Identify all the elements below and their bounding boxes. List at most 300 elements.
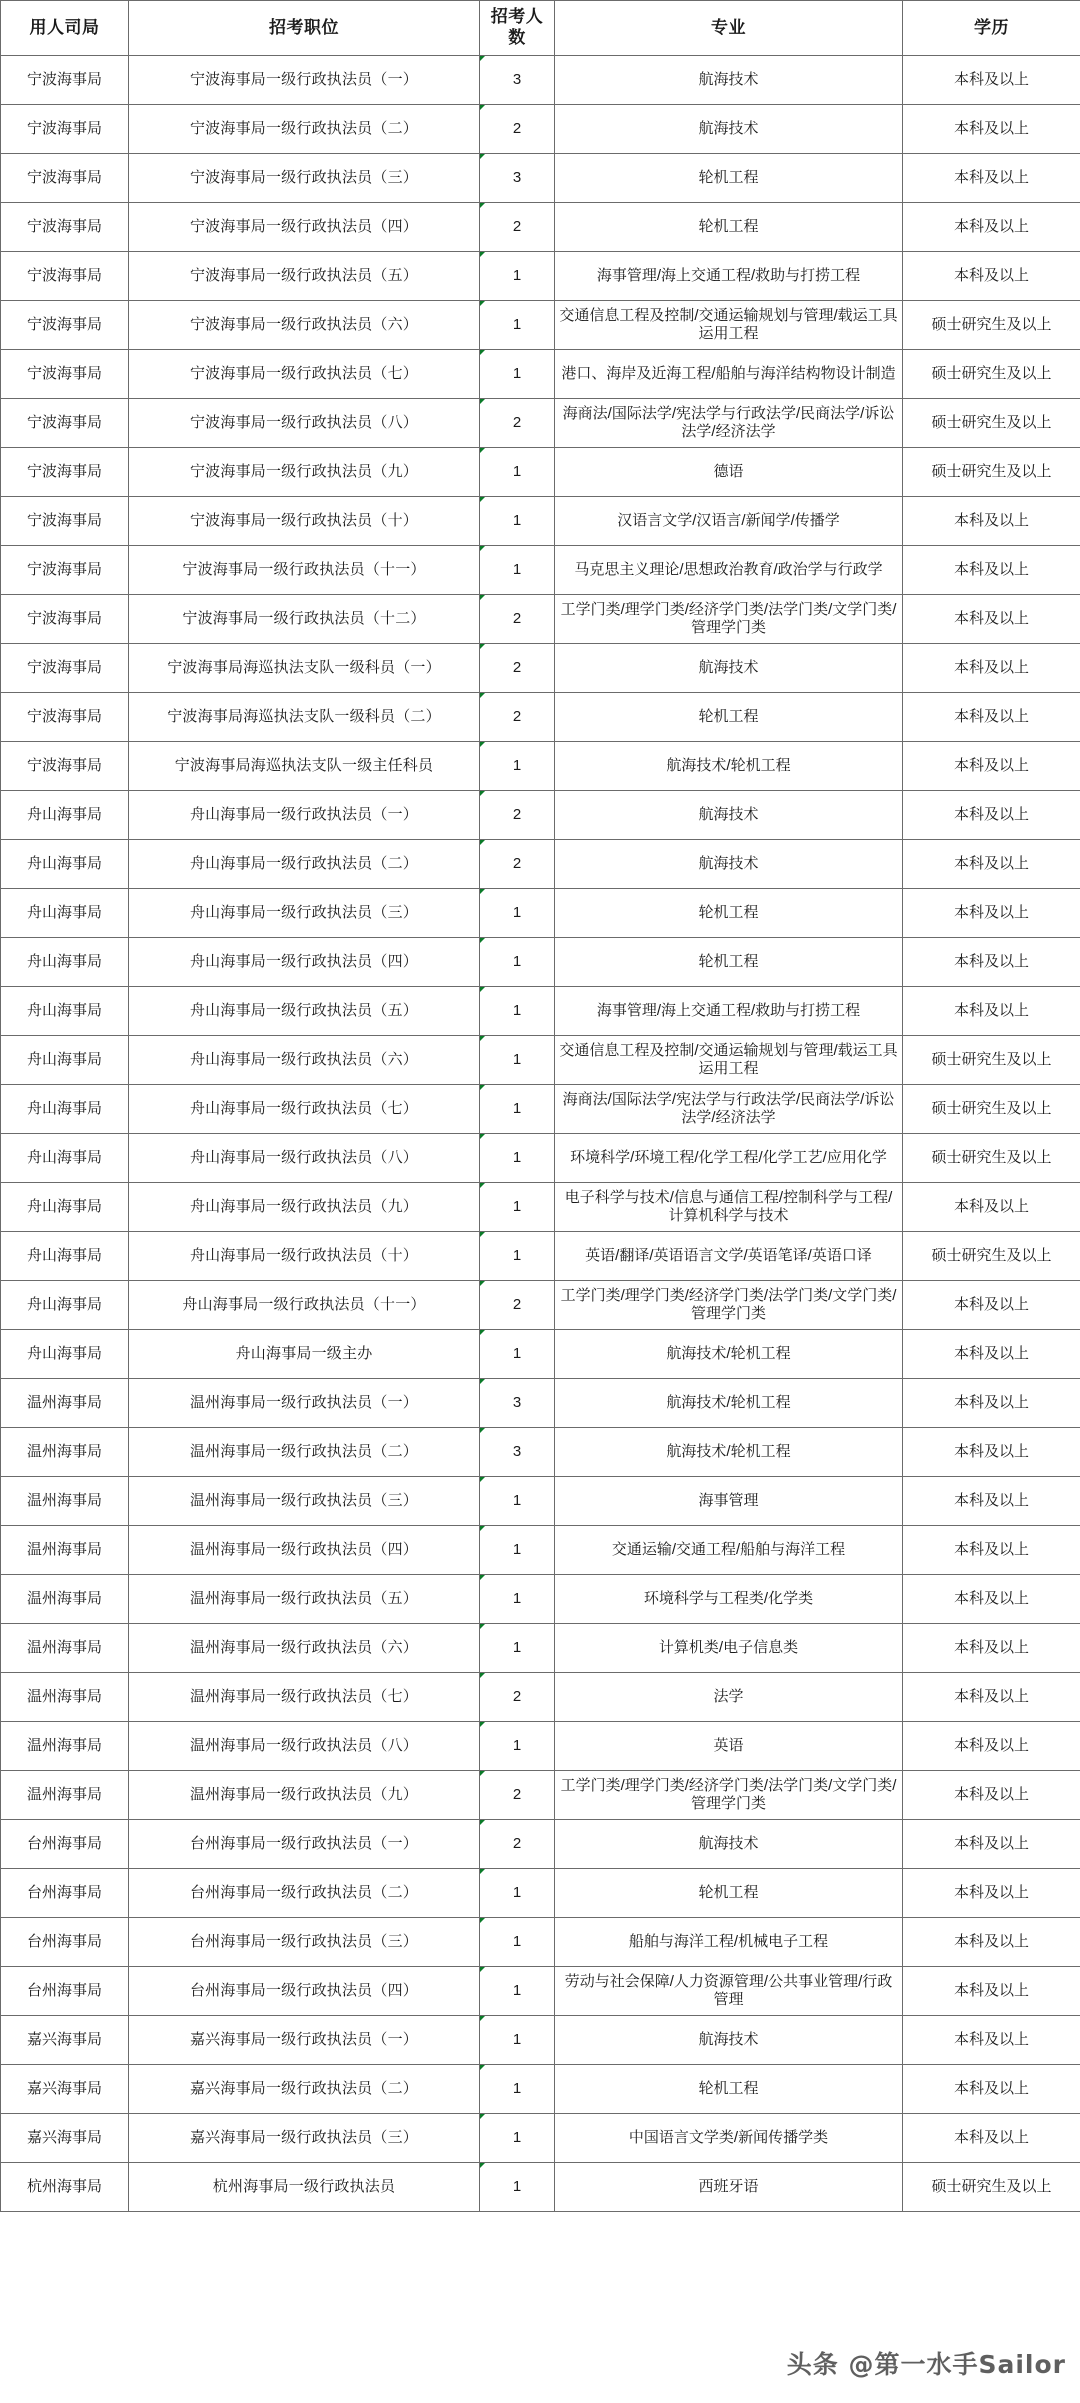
- cell-education: 本科及以上: [903, 1820, 1080, 1869]
- column-header-dept: 用人司局: [1, 1, 129, 56]
- table-row: [1, 2016, 1080, 2065]
- cell-count: 1: [480, 1477, 555, 1526]
- cell-position: 舟山海事局一级行政执法员（三）: [129, 889, 480, 938]
- cell-education: 本科及以上: [903, 546, 1080, 595]
- cell-dept: 宁波海事局: [1, 595, 129, 644]
- cell-position: 温州海事局一级行政执法员（五）: [129, 1575, 480, 1624]
- cell-education: 本科及以上: [903, 1673, 1080, 1722]
- table-row: [1, 203, 1080, 252]
- comment-marker-icon: [480, 595, 485, 600]
- cell-count: 1: [480, 1869, 555, 1918]
- comment-marker-icon: [480, 1036, 485, 1041]
- cell-dept: 宁波海事局: [1, 252, 129, 301]
- cell-education: 本科及以上: [903, 1771, 1080, 1820]
- table-row: [1, 1036, 1080, 1085]
- cell-major: 轮机工程: [555, 889, 903, 938]
- cell-education: 本科及以上: [903, 1526, 1080, 1575]
- cell-count: 1: [480, 1330, 555, 1379]
- cell-position: 宁波海事局一级行政执法员（六）: [129, 301, 480, 350]
- cell-position: 嘉兴海事局一级行政执法员（一）: [129, 2016, 480, 2065]
- cell-count: 3: [480, 154, 555, 203]
- cell-count: 2: [480, 791, 555, 840]
- column-header-position: 招考职位: [129, 1, 480, 56]
- table-row: [1, 1869, 1080, 1918]
- cell-dept: 舟山海事局: [1, 1281, 129, 1330]
- cell-major: 航海技术/轮机工程: [555, 1330, 903, 1379]
- cell-count: 1: [480, 1085, 555, 1134]
- cell-education: 硕士研究生及以上: [903, 1134, 1080, 1183]
- cell-major: 环境科学与工程类/化学类: [555, 1575, 903, 1624]
- comment-marker-icon: [480, 889, 485, 894]
- cell-education: 本科及以上: [903, 2065, 1080, 2114]
- table-row: [1, 987, 1080, 1036]
- cell-position: 舟山海事局一级行政执法员（十一）: [129, 1281, 480, 1330]
- comment-marker-icon: [480, 1281, 485, 1286]
- cell-count: 2: [480, 1673, 555, 1722]
- cell-count: 2: [480, 693, 555, 742]
- cell-education: 本科及以上: [903, 791, 1080, 840]
- cell-major: 环境科学/环境工程/化学工程/化学工艺/应用化学: [555, 1134, 903, 1183]
- cell-count: 2: [480, 1281, 555, 1330]
- cell-position: 宁波海事局一级行政执法员（一）: [129, 56, 480, 105]
- cell-dept: 舟山海事局: [1, 1085, 129, 1134]
- cell-major: 劳动与社会保障/人力资源管理/公共事业管理/行政管理: [555, 1967, 903, 2016]
- cell-major: 航海技术/轮机工程: [555, 1428, 903, 1477]
- cell-dept: 宁波海事局: [1, 301, 129, 350]
- comment-marker-icon: [480, 56, 485, 61]
- table-row: [1, 1379, 1080, 1428]
- cell-position: 宁波海事局一级行政执法员（四）: [129, 203, 480, 252]
- comment-marker-icon: [480, 1183, 485, 1188]
- table-row: [1, 1673, 1080, 1722]
- table-row: [1, 2163, 1080, 2212]
- cell-major: 航海技术/轮机工程: [555, 1379, 903, 1428]
- cell-count: 1: [480, 301, 555, 350]
- table-row: [1, 1085, 1080, 1134]
- cell-position: 嘉兴海事局一级行政执法员（三）: [129, 2114, 480, 2163]
- cell-major: 交通信息工程及控制/交通运输规划与管理/载运工具运用工程: [555, 301, 903, 350]
- cell-education: 硕士研究生及以上: [903, 350, 1080, 399]
- cell-dept: 温州海事局: [1, 1771, 129, 1820]
- comment-marker-icon: [480, 1624, 485, 1629]
- cell-dept: 温州海事局: [1, 1575, 129, 1624]
- comment-marker-icon: [480, 1869, 485, 1874]
- cell-dept: 舟山海事局: [1, 1232, 129, 1281]
- cell-position: 宁波海事局海巡执法支队一级主任科员: [129, 742, 480, 791]
- cell-position: 温州海事局一级行政执法员（六）: [129, 1624, 480, 1673]
- comment-marker-icon: [480, 252, 485, 257]
- cell-position: 舟山海事局一级行政执法员（十）: [129, 1232, 480, 1281]
- cell-education: 本科及以上: [903, 1281, 1080, 1330]
- cell-count: 1: [480, 987, 555, 1036]
- cell-position: 宁波海事局一级行政执法员（十）: [129, 497, 480, 546]
- comment-marker-icon: [480, 2114, 485, 2119]
- cell-count: 2: [480, 1820, 555, 1869]
- cell-dept: 温州海事局: [1, 1624, 129, 1673]
- cell-education: 本科及以上: [903, 1575, 1080, 1624]
- cell-dept: 舟山海事局: [1, 1036, 129, 1085]
- cell-major: 德语: [555, 448, 903, 497]
- table-row: [1, 399, 1080, 448]
- comment-marker-icon: [480, 1918, 485, 1923]
- cell-dept: 杭州海事局: [1, 2163, 129, 2212]
- cell-major: 工学门类/理学门类/经济学门类/法学门类/文学门类/管理学门类: [555, 595, 903, 644]
- cell-position: 宁波海事局一级行政执法员（七）: [129, 350, 480, 399]
- cell-position: 台州海事局一级行政执法员（三）: [129, 1918, 480, 1967]
- cell-dept: 台州海事局: [1, 1820, 129, 1869]
- cell-education: 本科及以上: [903, 203, 1080, 252]
- comment-marker-icon: [480, 497, 485, 502]
- cell-dept: 宁波海事局: [1, 105, 129, 154]
- cell-education: 本科及以上: [903, 1183, 1080, 1232]
- comment-marker-icon: [480, 1820, 485, 1825]
- comment-marker-icon: [480, 448, 485, 453]
- comment-marker-icon: [480, 1232, 485, 1237]
- table-header: [1, 1, 1080, 56]
- cell-position: 温州海事局一级行政执法员（七）: [129, 1673, 480, 1722]
- cell-position: 宁波海事局海巡执法支队一级科员（二）: [129, 693, 480, 742]
- cell-major: 航海技术/轮机工程: [555, 742, 903, 791]
- cell-count: 1: [480, 1575, 555, 1624]
- cell-dept: 宁波海事局: [1, 399, 129, 448]
- cell-major: 中国语言文学类/新闻传播学类: [555, 2114, 903, 2163]
- comment-marker-icon: [480, 2163, 485, 2168]
- table-row: [1, 1771, 1080, 1820]
- cell-major: 海事管理: [555, 1477, 903, 1526]
- cell-position: 温州海事局一级行政执法员（四）: [129, 1526, 480, 1575]
- cell-dept: 舟山海事局: [1, 938, 129, 987]
- cell-count: 1: [480, 1183, 555, 1232]
- cell-position: 温州海事局一级行政执法员（九）: [129, 1771, 480, 1820]
- cell-dept: 温州海事局: [1, 1722, 129, 1771]
- table-row: [1, 742, 1080, 791]
- table-row: [1, 154, 1080, 203]
- cell-position: 舟山海事局一级行政执法员（四）: [129, 938, 480, 987]
- table-row: [1, 1477, 1080, 1526]
- cell-major: 航海技术: [555, 105, 903, 154]
- comment-marker-icon: [480, 301, 485, 306]
- table-row: [1, 889, 1080, 938]
- cell-position: 舟山海事局一级行政执法员（二）: [129, 840, 480, 889]
- cell-count: 2: [480, 203, 555, 252]
- column-header-major: 专业: [555, 1, 903, 56]
- cell-count: 1: [480, 1722, 555, 1771]
- cell-count: 1: [480, 1918, 555, 1967]
- cell-major: 海商法/国际法学/宪法学与行政法学/民商法学/诉讼法学/经济法学: [555, 399, 903, 448]
- cell-position: 舟山海事局一级行政执法员（五）: [129, 987, 480, 1036]
- cell-education: 本科及以上: [903, 693, 1080, 742]
- cell-education: 本科及以上: [903, 1428, 1080, 1477]
- cell-count: 1: [480, 1526, 555, 1575]
- cell-position: 舟山海事局一级行政执法员（九）: [129, 1183, 480, 1232]
- cell-education: 本科及以上: [903, 2016, 1080, 2065]
- cell-education: 本科及以上: [903, 987, 1080, 1036]
- cell-count: 1: [480, 2016, 555, 2065]
- cell-dept: 舟山海事局: [1, 987, 129, 1036]
- cell-position: 台州海事局一级行政执法员（四）: [129, 1967, 480, 2016]
- comment-marker-icon: [480, 1771, 485, 1776]
- cell-major: 海事管理/海上交通工程/救助与打捞工程: [555, 987, 903, 1036]
- comment-marker-icon: [480, 742, 485, 747]
- table-row: [1, 1624, 1080, 1673]
- cell-count: 1: [480, 1624, 555, 1673]
- comment-marker-icon: [480, 203, 485, 208]
- cell-position: 嘉兴海事局一级行政执法员（二）: [129, 2065, 480, 2114]
- cell-education: 本科及以上: [903, 1967, 1080, 2016]
- cell-education: 本科及以上: [903, 889, 1080, 938]
- cell-position: 宁波海事局一级行政执法员（二）: [129, 105, 480, 154]
- comment-marker-icon: [480, 546, 485, 551]
- cell-count: 3: [480, 1428, 555, 1477]
- cell-count: 1: [480, 2163, 555, 2212]
- cell-major: 交通运输/交通工程/船舶与海洋工程: [555, 1526, 903, 1575]
- cell-major: 轮机工程: [555, 203, 903, 252]
- table-row: [1, 1134, 1080, 1183]
- cell-dept: 嘉兴海事局: [1, 2016, 129, 2065]
- comment-marker-icon: [480, 105, 485, 110]
- cell-education: 本科及以上: [903, 938, 1080, 987]
- cell-position: 台州海事局一级行政执法员（二）: [129, 1869, 480, 1918]
- cell-dept: 宁波海事局: [1, 56, 129, 105]
- cell-position: 舟山海事局一级行政执法员（六）: [129, 1036, 480, 1085]
- cell-education: 本科及以上: [903, 105, 1080, 154]
- cell-major: 航海技术: [555, 2016, 903, 2065]
- cell-education: 硕士研究生及以上: [903, 399, 1080, 448]
- table-row: [1, 1526, 1080, 1575]
- cell-dept: 宁波海事局: [1, 350, 129, 399]
- comment-marker-icon: [480, 840, 485, 845]
- cell-education: 本科及以上: [903, 1869, 1080, 1918]
- cell-position: 宁波海事局一级行政执法员（十二）: [129, 595, 480, 644]
- cell-dept: 嘉兴海事局: [1, 2114, 129, 2163]
- cell-position: 宁波海事局一级行政执法员（八）: [129, 399, 480, 448]
- comment-marker-icon: [480, 1575, 485, 1580]
- cell-position: 舟山海事局一级主办: [129, 1330, 480, 1379]
- cell-count: 1: [480, 1134, 555, 1183]
- table-row: [1, 546, 1080, 595]
- table-row: [1, 1232, 1080, 1281]
- cell-dept: 舟山海事局: [1, 889, 129, 938]
- cell-education: 本科及以上: [903, 742, 1080, 791]
- comment-marker-icon: [480, 2065, 485, 2070]
- cell-major: 西班牙语: [555, 2163, 903, 2212]
- cell-major: 轮机工程: [555, 1869, 903, 1918]
- cell-count: 1: [480, 448, 555, 497]
- cell-education: 硕士研究生及以上: [903, 448, 1080, 497]
- cell-count: 2: [480, 1771, 555, 1820]
- cell-education: 本科及以上: [903, 1624, 1080, 1673]
- table-row: [1, 105, 1080, 154]
- comment-marker-icon: [480, 2016, 485, 2021]
- cell-position: 温州海事局一级行政执法员（二）: [129, 1428, 480, 1477]
- cell-count: 1: [480, 497, 555, 546]
- comment-marker-icon: [480, 1673, 485, 1678]
- cell-dept: 宁波海事局: [1, 644, 129, 693]
- table-row: [1, 2114, 1080, 2163]
- table-row: [1, 350, 1080, 399]
- column-header-education: 学历: [903, 1, 1080, 56]
- cell-dept: 舟山海事局: [1, 840, 129, 889]
- cell-position: 宁波海事局海巡执法支队一级科员（一）: [129, 644, 480, 693]
- cell-dept: 宁波海事局: [1, 154, 129, 203]
- table-row: [1, 840, 1080, 889]
- cell-education: 本科及以上: [903, 252, 1080, 301]
- cell-count: 1: [480, 2065, 555, 2114]
- cell-major: 汉语言文学/汉语言/新闻学/传播学: [555, 497, 903, 546]
- table-row: [1, 693, 1080, 742]
- cell-education: 本科及以上: [903, 1330, 1080, 1379]
- table-row: [1, 252, 1080, 301]
- cell-position: 宁波海事局一级行政执法员（三）: [129, 154, 480, 203]
- cell-dept: 宁波海事局: [1, 742, 129, 791]
- cell-major: 船舶与海洋工程/机械电子工程: [555, 1918, 903, 1967]
- comment-marker-icon: [480, 1085, 485, 1090]
- cell-count: 1: [480, 889, 555, 938]
- cell-education: 本科及以上: [903, 2114, 1080, 2163]
- cell-major: 航海技术: [555, 56, 903, 105]
- comment-marker-icon: [480, 987, 485, 992]
- comment-marker-icon: [480, 1330, 485, 1335]
- cell-count: 2: [480, 595, 555, 644]
- comment-marker-icon: [480, 938, 485, 943]
- cell-count: 2: [480, 105, 555, 154]
- table-row: [1, 301, 1080, 350]
- cell-count: 1: [480, 1036, 555, 1085]
- cell-education: 本科及以上: [903, 644, 1080, 693]
- cell-education: 硕士研究生及以上: [903, 1085, 1080, 1134]
- comment-marker-icon: [480, 1477, 485, 1482]
- cell-education: 本科及以上: [903, 595, 1080, 644]
- table-row: [1, 1820, 1080, 1869]
- cell-major: 法学: [555, 1673, 903, 1722]
- comment-marker-icon: [480, 1526, 485, 1531]
- table-row: [1, 595, 1080, 644]
- cell-major: 轮机工程: [555, 2065, 903, 2114]
- comment-marker-icon: [480, 1379, 485, 1384]
- table-row: [1, 1967, 1080, 2016]
- cell-education: 硕士研究生及以上: [903, 1036, 1080, 1085]
- cell-position: 宁波海事局一级行政执法员（五）: [129, 252, 480, 301]
- cell-count: 3: [480, 56, 555, 105]
- cell-count: 1: [480, 1967, 555, 2016]
- cell-dept: 宁波海事局: [1, 203, 129, 252]
- comment-marker-icon: [480, 1722, 485, 1727]
- cell-count: 1: [480, 546, 555, 595]
- cell-education: 本科及以上: [903, 1918, 1080, 1967]
- cell-education: 本科及以上: [903, 56, 1080, 105]
- cell-position: 杭州海事局一级行政执法员: [129, 2163, 480, 2212]
- cell-position: 舟山海事局一级行政执法员（七）: [129, 1085, 480, 1134]
- cell-count: 2: [480, 644, 555, 693]
- comment-marker-icon: [480, 399, 485, 404]
- table-row: [1, 1281, 1080, 1330]
- cell-position: 温州海事局一级行政执法员（一）: [129, 1379, 480, 1428]
- cell-count: 2: [480, 840, 555, 889]
- cell-position: 舟山海事局一级行政执法员（八）: [129, 1134, 480, 1183]
- comment-marker-icon: [480, 350, 485, 355]
- cell-dept: 舟山海事局: [1, 1183, 129, 1232]
- cell-education: 本科及以上: [903, 1379, 1080, 1428]
- cell-education: 本科及以上: [903, 1722, 1080, 1771]
- cell-dept: 舟山海事局: [1, 791, 129, 840]
- cell-major: 交通信息工程及控制/交通运输规划与管理/载运工具运用工程: [555, 1036, 903, 1085]
- cell-major: 英语/翻译/英语语言文学/英语笔译/英语口译: [555, 1232, 903, 1281]
- cell-dept: 宁波海事局: [1, 693, 129, 742]
- cell-dept: 台州海事局: [1, 1869, 129, 1918]
- cell-dept: 宁波海事局: [1, 546, 129, 595]
- cell-major: 轮机工程: [555, 154, 903, 203]
- cell-count: 1: [480, 2114, 555, 2163]
- table-row: [1, 1183, 1080, 1232]
- cell-position: 舟山海事局一级行政执法员（一）: [129, 791, 480, 840]
- table-row: [1, 644, 1080, 693]
- cell-count: 1: [480, 252, 555, 301]
- table-row: [1, 448, 1080, 497]
- comment-marker-icon: [480, 644, 485, 649]
- cell-major: 港口、海岸及近海工程/船舶与海洋结构物设计制造: [555, 350, 903, 399]
- comment-marker-icon: [480, 154, 485, 159]
- table-row: [1, 938, 1080, 987]
- cell-education: 硕士研究生及以上: [903, 301, 1080, 350]
- cell-education: 本科及以上: [903, 840, 1080, 889]
- cell-dept: 台州海事局: [1, 1918, 129, 1967]
- cell-major: 海事管理/海上交通工程/救助与打捞工程: [555, 252, 903, 301]
- cell-position: 温州海事局一级行政执法员（八）: [129, 1722, 480, 1771]
- column-header-count: 招考人数: [480, 1, 555, 56]
- cell-major: 马克思主义理论/思想政治教育/政治学与行政学: [555, 546, 903, 595]
- comment-marker-icon: [480, 1428, 485, 1433]
- table-row: [1, 2065, 1080, 2114]
- cell-position: 宁波海事局一级行政执法员（十一）: [129, 546, 480, 595]
- cell-count: 2: [480, 399, 555, 448]
- cell-dept: 台州海事局: [1, 1967, 129, 2016]
- cell-count: 3: [480, 1379, 555, 1428]
- table-row: [1, 1918, 1080, 1967]
- cell-dept: 宁波海事局: [1, 497, 129, 546]
- cell-major: 轮机工程: [555, 693, 903, 742]
- cell-major: 工学门类/理学门类/经济学门类/法学门类/文学门类/管理学门类: [555, 1771, 903, 1820]
- comment-marker-icon: [480, 791, 485, 796]
- cell-dept: 温州海事局: [1, 1526, 129, 1575]
- cell-dept: 舟山海事局: [1, 1330, 129, 1379]
- watermark: 头条 @第一水手Sailor: [786, 2350, 1066, 2379]
- table-row: [1, 1330, 1080, 1379]
- cell-major: 航海技术: [555, 791, 903, 840]
- cell-count: 1: [480, 350, 555, 399]
- cell-education: 本科及以上: [903, 1477, 1080, 1526]
- cell-dept: 温州海事局: [1, 1428, 129, 1477]
- cell-count: 1: [480, 1232, 555, 1281]
- cell-dept: 宁波海事局: [1, 448, 129, 497]
- cell-count: 1: [480, 742, 555, 791]
- cell-education: 硕士研究生及以上: [903, 1232, 1080, 1281]
- cell-major: 计算机类/电子信息类: [555, 1624, 903, 1673]
- cell-position: 温州海事局一级行政执法员（三）: [129, 1477, 480, 1526]
- cell-major: 轮机工程: [555, 938, 903, 987]
- cell-position: 宁波海事局一级行政执法员（九）: [129, 448, 480, 497]
- cell-major: 英语: [555, 1722, 903, 1771]
- cell-major: 航海技术: [555, 644, 903, 693]
- cell-dept: 嘉兴海事局: [1, 2065, 129, 2114]
- comment-marker-icon: [480, 693, 485, 698]
- cell-major: 电子科学与技术/信息与通信工程/控制科学与工程/计算机科学与技术: [555, 1183, 903, 1232]
- cell-count: 1: [480, 938, 555, 987]
- comment-marker-icon: [480, 1967, 485, 1972]
- cell-dept: 温州海事局: [1, 1673, 129, 1722]
- cell-major: 航海技术: [555, 840, 903, 889]
- table-row: [1, 497, 1080, 546]
- table-row: [1, 1575, 1080, 1624]
